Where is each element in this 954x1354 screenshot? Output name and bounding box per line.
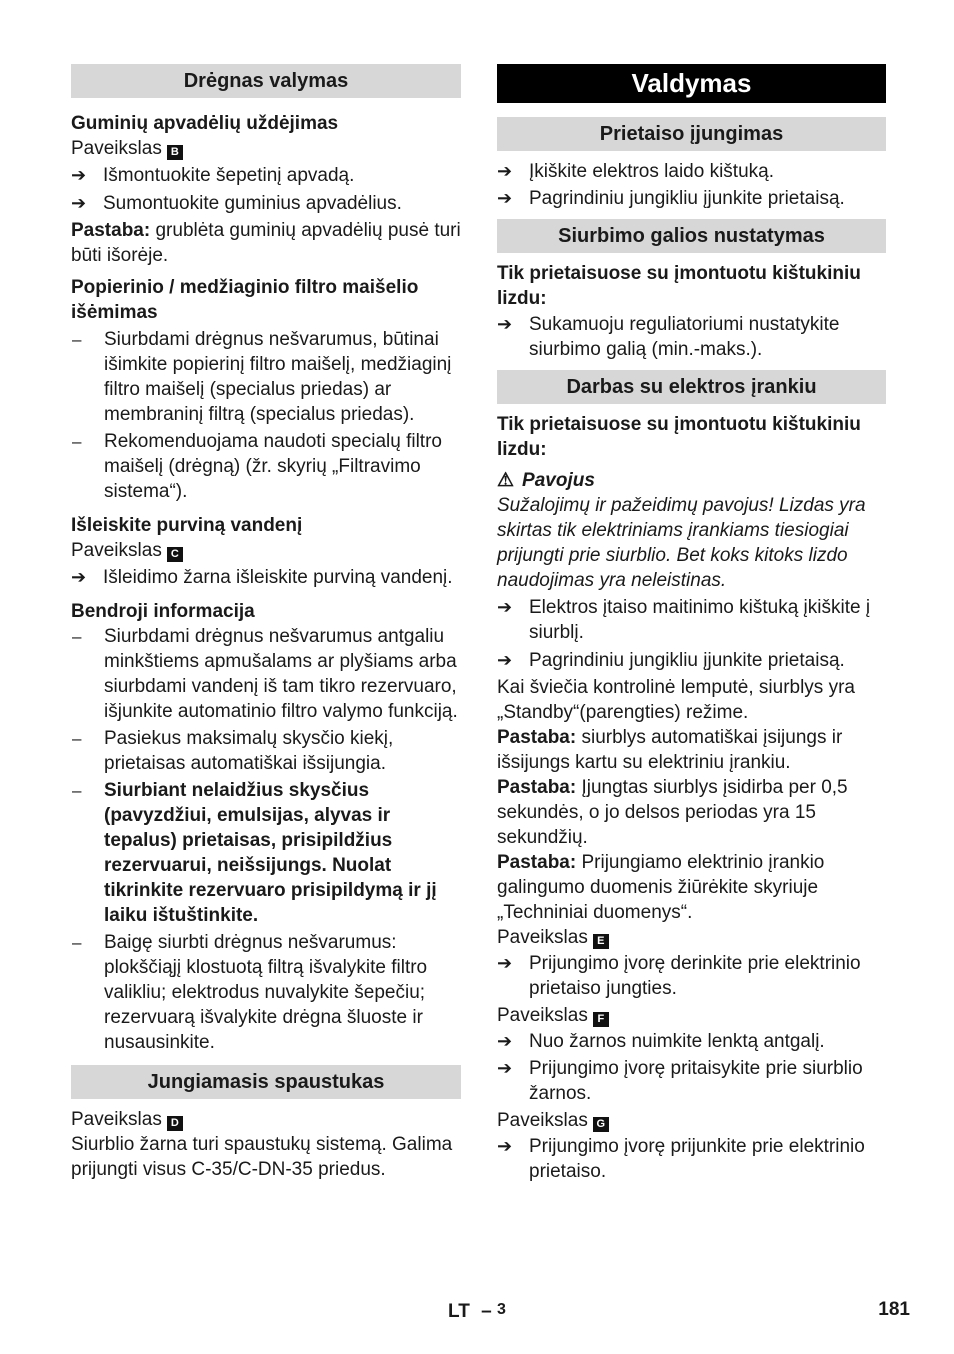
note-2: Pastaba: Įjungtas siurblys įsidirba per 0,5 sekundės, o jo delsos periodas yra 15 sekundžių. [497,777,848,848]
list-item: ➔ Išmontuokite šepetinį apvadą. [71,165,355,186]
subheading-socket-only: Tik prietaisuose su įmontuotu kištukiniu lizdu: [497,263,861,309]
list-item: ➔ Sumontuokite guminius apvadėlius. [71,193,402,214]
figure-ref-f: Paveikslas F [497,1003,886,1028]
section-heading-clip: Jungiamasis spaustukas [71,1065,461,1099]
dash-bullet: – [72,729,82,748]
figure-ref-c: Paveikslas C [71,538,461,563]
figure-box-e: E [593,934,609,949]
subheading-filter-bag: Popierinio / medžiaginio filtro maišelio išėmimas [71,277,419,323]
list-item: ➔ Nuo žarnos nuimkite lenktą antgalį. [497,1031,825,1052]
dash-bullet: – [72,933,82,952]
figure-box-g: G [593,1117,609,1132]
dash-bullet: – [72,627,82,646]
page-number: 181 [878,1299,910,1320]
footer-language-section: LT – 3 [448,1301,506,1322]
arrow-right-icon: ➔ [497,188,513,208]
figure-ref-g: Paveikslas G [497,1108,886,1133]
subheading-drain: Išleiskite purviną vandenį [71,515,303,536]
subheading-rubber-strips: Guminių apvadėlių uždėjimas [71,113,339,134]
dash-bullet: – [72,432,82,451]
figure-box-c: C [167,547,183,562]
danger-heading: ⚠ Pavojus [497,470,595,491]
subheading-general: Bendroji informacija [71,601,255,622]
figure-box-d: D [167,1116,183,1131]
right-column [497,64,886,1184]
arrow-right-icon: ➔ [497,1136,513,1156]
arrow-right-icon: ➔ [497,314,513,334]
list-item: ➔ Sukamuoju reguliatoriumi nustatykite siurbimo galią (min.-maks.). [497,314,840,360]
danger-text: Sužalojimų ir pažeidimų pavojus! Lizdas yra skirtas tik elektriniams įrankiams tiesiogiai prijungti prie siurblio. Bet koks kitoks lizdo naudojimas yra neleistinas. [497,495,866,591]
dash-bullet: – [72,330,82,349]
arrow-right-icon: ➔ [71,193,87,213]
figure-ref-b: Paveikslas B [71,136,461,161]
figure-ref-d: Paveikslas D [71,1107,461,1132]
list-item: ➔ Prijungimo įvorę derinkite prie elektrinio prietaiso jungties. [497,953,861,999]
arrow-right-icon: ➔ [497,953,513,973]
note-1: Pastaba: siurblys automatiškai įsijungs ir išsijungs kartu su elektriniu įrankiu. [497,727,843,773]
arrow-right-icon: ➔ [497,597,513,617]
figure-box-f: F [593,1012,609,1027]
section-heading-power-tool: Darbas su elektros įrankiu [497,370,886,404]
list-item: – Siurbdami drėgnus nešvarumus antgaliu minkštiems apmušalams ar plyšiams arba siurbdami vandenį iš tam tikro rezervuaro, išjunkite automatinio filtro valymo funkciją. [72,626,458,722]
arrow-right-icon: ➔ [497,161,513,181]
list-item: – Siurbdami drėgnus nešvarumus, būtinai išimkite popierinį filtro maišelį, medžiaginį filtro maišelį (specialus priedas) ar membraninį filtrą (specialus priedas). [72,329,452,425]
list-item: – Rekomenduojama naudoti specialų filtro maišelį (drėgną) (žr. skyrių „Filtravimo sistema“). [72,431,442,502]
note-3: Pastaba: Prijungiamo elektrinio įrankio galingumo duomenis žiūrėkite skyriuje „Techniniai duomenys“. [497,852,825,923]
list-item: – Baigę siurbti drėgnus nešvarumus: plokščiąjį klostuotą filtrą išvalykite filtro valikliu; elektrodus nuvalykite šepečiu; rezervuarą išvalykite drėgna šluoste ir nusausinkite. [72,932,428,1053]
arrow-right-icon: ➔ [71,165,87,185]
section-heading-wet-cleaning: Drėgnas valymas [71,64,461,98]
section-heading-switch-on: Prietaiso įjungimas [497,117,886,151]
list-item: – Siurbiant nelaidžius skysčius (pavyzdžiui, emulsijas, alyvas ir tepalus) prietaisas, prisipildžius rezervuarui, neišsijungs. Nuolat tikrinkite rezervuaro prisipildymą ir jį laiku ištuštinkite. [72,780,437,926]
clip-text: Siurblio žarna turi spaustukų sistemą. Galima prijungti visus C-35/C-DN-35 priedus. [71,1134,453,1180]
arrow-right-icon: ➔ [71,567,87,587]
arrow-right-icon: ➔ [497,1058,513,1078]
subheading-socket-only: Tik prietaisuose su įmontuotu kištukiniu lizdu: [497,414,861,460]
section-heading-suction-power: Siurbimo galios nustatymas [497,219,886,253]
arrow-right-icon: ➔ [497,1031,513,1051]
list-item: ➔ Pagrindiniu jungikliu įjunkite prietaisą. [497,650,845,671]
left-column [71,64,461,1182]
figure-box-b: B [167,145,183,160]
list-item: ➔ Įkiškite elektros laido kištuką. [497,161,774,182]
arrow-right-icon: ➔ [497,650,513,670]
page-title: Valdymas [497,64,886,103]
dash-bullet: – [72,781,82,800]
figure-ref-e: Paveikslas E [497,925,886,950]
standby-text: Kai šviečia kontrolinė lemputė, siurblys yra „Standby“(parengties) režime. [497,677,855,723]
warning-triangle-icon: ⚠ [497,470,515,491]
list-item: ➔ Prijungimo įvorę pritaisykite prie siurblio žarnos. [497,1058,863,1104]
list-item: ➔ Pagrindiniu jungikliu įjunkite prietaisą. [497,188,845,209]
note-rubber: Pastaba: grublėta guminių apvadėlių pusė turi būti išorėje. [71,220,461,266]
list-item: ➔ Išleidimo žarna išleiskite purviną vandenį. [71,567,453,588]
list-item: – Pasiekus maksimalų skysčio kiekį, prietaisas automatiškai išsijungia. [72,728,394,774]
list-item: ➔ Elektros įtaiso maitinimo kištuką įkiškite į siurblį. [497,597,871,643]
list-item: ➔ Prijungimo įvorę prijunkite prie elektrinio prietaiso. [497,1136,865,1182]
